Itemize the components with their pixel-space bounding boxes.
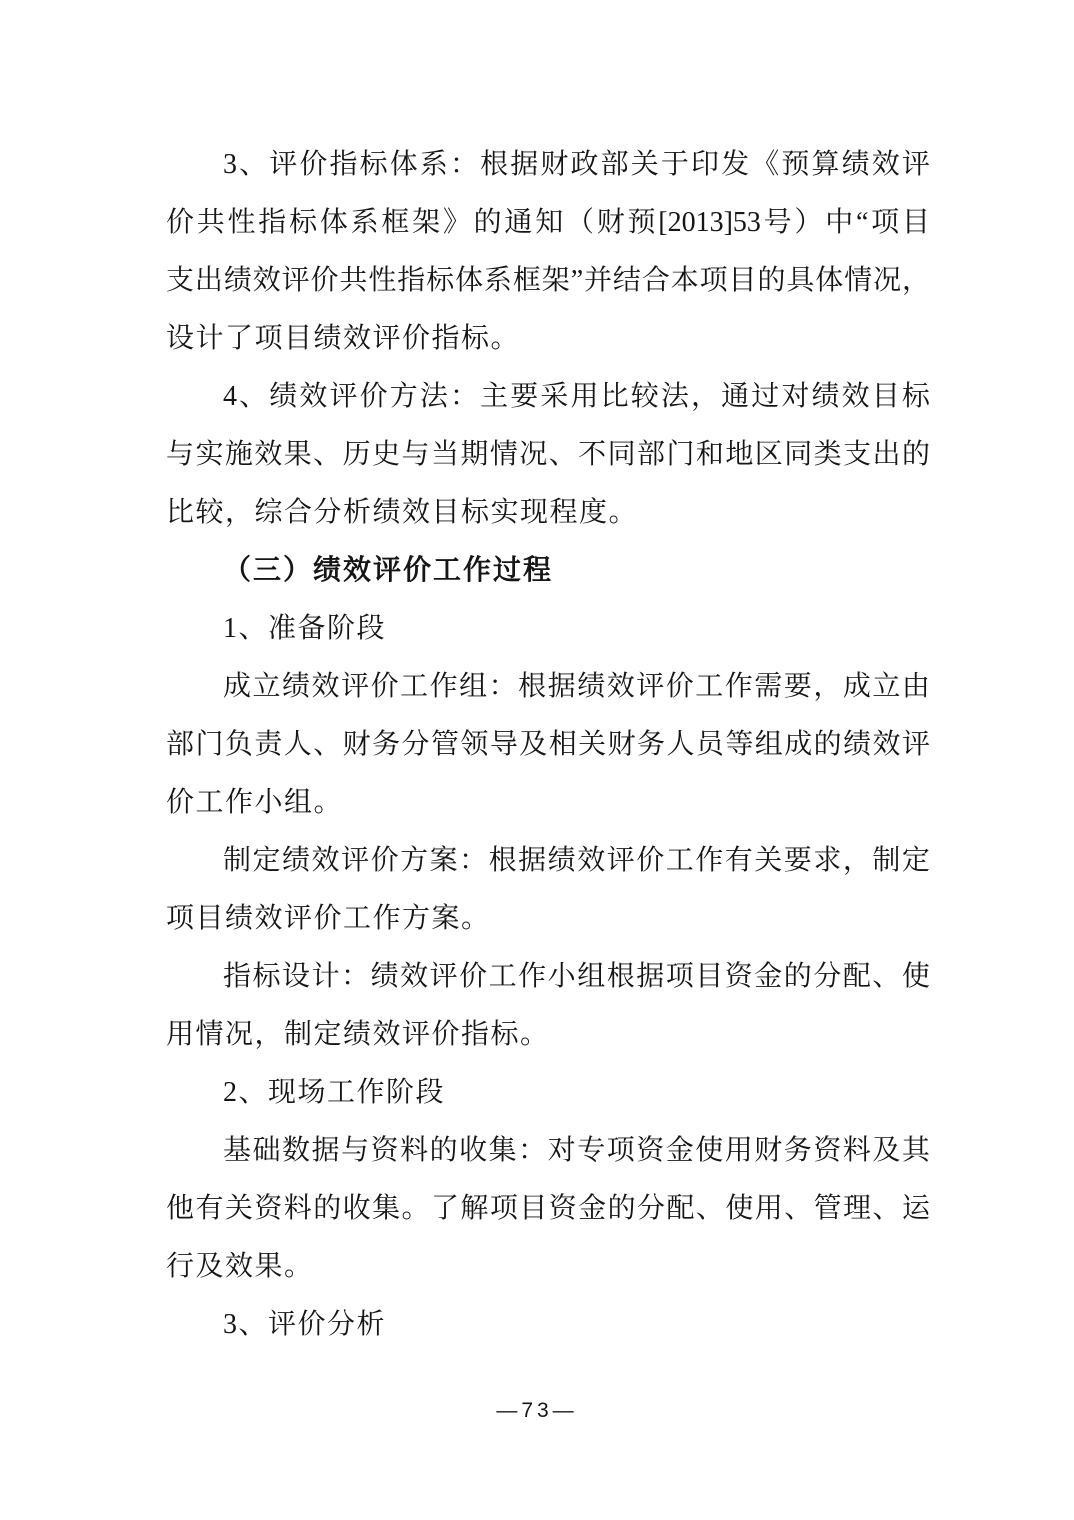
text-line: （三）绩效评价工作过程 — [223, 555, 554, 586]
text-line: 基 础 数 据 与 资 料 的 收 集 ： 对 专 项 资 金 使 用 财 务 资 料 及 其 — [223, 1135, 930, 1166]
text-line: 比较，综合分析绩效目标实现程度。 — [166, 497, 639, 528]
paragraph — [166, 658, 930, 832]
text-line: 项目绩效评价工作方案。 — [166, 903, 491, 934]
text-line: 与 实 施 效 果 、 历 史 与 当 期 情 况 、 不 同 部 门 和 地 区 同 类 支 出 的 — [166, 439, 930, 470]
text-line: 价工作小组。 — [166, 787, 344, 818]
text-line: 4 、 绩 效 评 价 方 法 ： 主 要 采 用 比 较 法 ， 通 过 对 绩 效 目 标 — [223, 381, 930, 412]
paragraph — [166, 600, 930, 658]
text-line: 成 立 绩 效 评 价 工 作 组 ： 根 据 绩 效 评 价 工 作 需 要 ， 成 立 由 — [223, 671, 930, 702]
text-line: 2、现场工作阶段 — [223, 1077, 446, 1108]
text-line: 价 共 性 指 标 体 系 框 架 》 的 通 知 （ 财 预 [2013]53 号 ） 中 “ 项 目 — [166, 207, 930, 238]
text-line: 行及效果。 — [166, 1251, 314, 1282]
paragraph — [166, 368, 930, 542]
paragraph — [166, 948, 930, 1064]
document-body — [166, 136, 930, 1354]
text-line: 部 门 负 责 人 、 财 务 分 管 领 导 及 相 关 财 务 人 员 等 组 成 的 绩 效 评 — [166, 729, 930, 760]
paragraph — [166, 1122, 930, 1296]
page-footer — [0, 1399, 1074, 1423]
text-line: 支 出 绩 效 评 价 共 性 指 标 体 系 框 架 ” 并 结 合 本 项 目 的 具 体 情 况 ， — [166, 265, 930, 296]
text-line: 用情况，制定绩效评价指标。 — [166, 1019, 550, 1050]
paragraph — [166, 1296, 930, 1354]
text-line: 1、准备阶段 — [223, 613, 387, 644]
text-line: 制 定 绩 效 评 价 方 案 ： 根 据 绩 效 评 价 工 作 有 关 要 求 ， 制 定 — [223, 845, 930, 876]
text-line: 3 、 评 价 指 标 体 系 ： 根 据 财 政 部 关 于 印 发 《 预 算 绩 效 评 — [223, 149, 930, 180]
text-line: 3、评价分析 — [223, 1309, 387, 1340]
paragraph — [166, 832, 930, 948]
text-line: 指 标 设 计 ： 绩 效 评 价 工 作 小 组 根 据 项 目 资 金 的 分 配 、 使 — [223, 961, 930, 992]
paragraph — [166, 136, 930, 368]
text-line: 他 有 关 资 料 的 收 集 。 了 解 项 目 资 金 的 分 配 、 使 用 、 管 理 、 运 — [166, 1193, 930, 1224]
page-number: —73— — [496, 1399, 578, 1422]
paragraph — [166, 1064, 930, 1122]
section-heading — [166, 542, 930, 600]
text-line: 设计了项目绩效评价指标。 — [166, 323, 521, 354]
